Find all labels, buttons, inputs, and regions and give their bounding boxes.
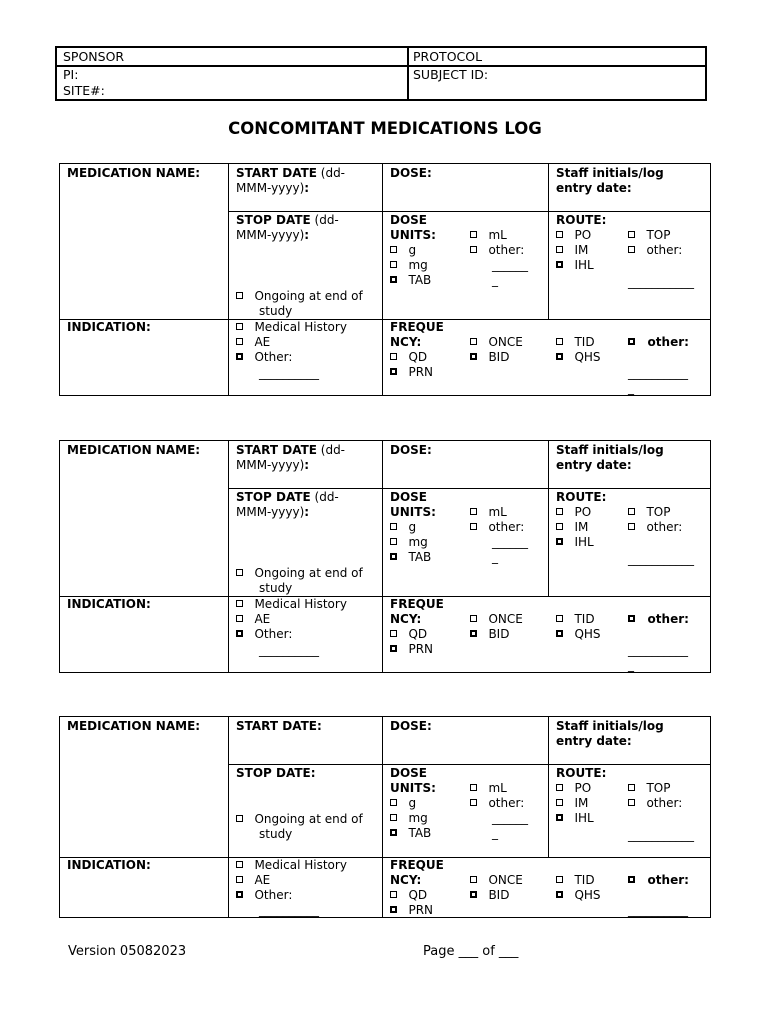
freq-tid-option[interactable] [556, 873, 595, 888]
start-date-label-bold: START DATE [236, 443, 317, 457]
start-date-label-bold: START DATE [236, 166, 317, 180]
checkbox-icon[interactable] [390, 645, 397, 652]
indication-other-option[interactable] [236, 350, 292, 365]
grid-line [60, 596, 710, 597]
checkbox-icon[interactable] [390, 891, 397, 898]
checkbox-icon[interactable] [470, 630, 477, 637]
freq-qhs-option[interactable] [556, 888, 601, 903]
subject-id-field[interactable]: SUBJECT ID: [413, 67, 489, 82]
checkbox-icon[interactable] [470, 353, 477, 360]
route-po-label: PO [574, 781, 592, 795]
grid-line [382, 441, 383, 672]
freq-qhs-option[interactable] [556, 627, 601, 642]
freq-qhs-option[interactable] [556, 350, 601, 365]
freq-other-label: other: [647, 612, 689, 626]
ongoing-label-2: study [259, 827, 293, 841]
indication-mh-option[interactable] [236, 597, 347, 612]
stop-date-format [236, 505, 309, 520]
freq-qd-option[interactable] [390, 888, 427, 903]
freq-qd-label: QD [408, 350, 428, 364]
grid-line [228, 764, 710, 765]
route-other-blank[interactable]: ___________ [628, 552, 694, 566]
route-ihl-label: IHL [574, 535, 594, 549]
grid-line [548, 717, 549, 857]
checkbox-icon[interactable] [628, 876, 635, 883]
route-other-blank[interactable]: ___________ [628, 275, 694, 289]
unit-other-blank-2: _ [492, 550, 498, 564]
checkbox-icon[interactable] [236, 861, 243, 868]
freq-prn-label: PRN [408, 903, 434, 917]
start-date-label-rest: (dd- [316, 166, 346, 180]
ongoing-option[interactable] [236, 812, 363, 827]
indication-label: INDICATION: [67, 597, 151, 611]
indication-other-label: Other: [254, 627, 293, 641]
checkbox-icon[interactable] [556, 338, 563, 345]
route-top-option[interactable] [628, 781, 670, 796]
freq-other-blank[interactable]: __________ [628, 366, 688, 380]
checkbox-icon[interactable] [628, 508, 635, 515]
version-label: Version 05082023 [68, 944, 187, 959]
freq-bid-label: BID [488, 627, 510, 641]
route-po-label: PO [574, 505, 592, 519]
freq-once-label: ONCE [488, 873, 523, 887]
indication-mh-option[interactable] [236, 858, 347, 873]
checkbox-icon[interactable] [556, 353, 563, 360]
freq-other-blank[interactable]: __________ [628, 643, 688, 657]
checkbox-icon[interactable] [390, 538, 397, 545]
stop-date-label-rest: (dd- [310, 213, 339, 227]
indication-mh-label: Medical History [254, 597, 347, 611]
freq-once-option[interactable] [470, 335, 523, 350]
checkbox-icon[interactable] [470, 508, 477, 515]
indication-other-label: Other: [254, 888, 293, 902]
indication-ae-option[interactable] [236, 335, 270, 350]
start-date-format [236, 458, 309, 473]
stop-date-label [236, 213, 339, 228]
checkbox-icon[interactable] [390, 553, 397, 560]
checkbox-icon[interactable] [628, 231, 635, 238]
grid-line [382, 717, 383, 917]
checkbox-icon[interactable] [390, 523, 397, 530]
checkbox-icon[interactable] [390, 276, 397, 283]
route-po-option[interactable] [556, 228, 591, 243]
freq-other-option[interactable] [628, 873, 689, 888]
route-im-label: IM [574, 796, 589, 810]
indication-ae-option[interactable] [236, 612, 270, 627]
unit-mg-option[interactable] [390, 811, 428, 826]
checkbox-icon[interactable] [556, 615, 563, 622]
start-date-label [236, 166, 345, 181]
medication-block-1 [59, 163, 711, 396]
checkbox-icon[interactable] [628, 246, 635, 253]
sponsor-field[interactable]: SPONSOR [63, 49, 125, 64]
route-ihl-option[interactable] [556, 258, 594, 273]
start-date-format-text: MMM-yyyy) [236, 181, 305, 195]
grid-line [228, 211, 710, 212]
staff-initials-label: Staff initials/log [556, 443, 664, 457]
route-ihl-option[interactable] [556, 535, 594, 550]
protocol-field[interactable]: PROTOCOL [413, 49, 483, 64]
freq-prn-option[interactable] [390, 642, 433, 657]
route-po-option[interactable] [556, 505, 591, 520]
indication-other-blank[interactable]: __________ [259, 643, 319, 657]
freq-qhs-label: QHS [574, 350, 601, 364]
checkbox-icon[interactable] [556, 231, 563, 238]
freq-once-label: ONCE [488, 335, 523, 349]
checkbox-icon[interactable] [556, 538, 563, 545]
start-date-label-rest: (dd- [316, 443, 346, 457]
freq-tid-label: TID [574, 612, 595, 626]
route-im-label: IM [574, 520, 589, 534]
checkbox-icon[interactable] [390, 630, 397, 637]
route-other-blank[interactable]: ___________ [628, 828, 694, 842]
checkbox-icon[interactable] [236, 815, 243, 822]
ongoing-label-2: study [259, 581, 293, 595]
checkbox-icon[interactable] [556, 799, 563, 806]
unit-tab-label: TAB [408, 826, 432, 840]
unit-ml-option[interactable] [470, 505, 507, 520]
route-top-option[interactable] [628, 228, 670, 243]
freq-qd-option[interactable] [390, 350, 427, 365]
indication-mh-option[interactable] [236, 320, 347, 335]
grid-line [382, 164, 383, 395]
freq-bid-label: BID [488, 888, 510, 902]
unit-ml-option[interactable] [470, 781, 507, 796]
freq-tid-label: TID [574, 873, 595, 887]
checkbox-icon[interactable] [390, 261, 397, 268]
frequency-label: FREQUE [390, 858, 444, 872]
stop-date-label-rest: (dd- [310, 490, 339, 504]
unit-mg-option[interactable] [390, 535, 428, 550]
ongoing-option[interactable] [236, 289, 363, 304]
medication-name-label: MEDICATION NAME: [67, 166, 201, 180]
ongoing-label: Ongoing at end of [254, 812, 363, 826]
route-top-label: TOP [646, 781, 671, 795]
unit-mg-label: mg [408, 811, 428, 825]
entry-date-label: entry date: [556, 734, 632, 748]
dose-label: DOSE: [390, 719, 432, 733]
route-im-label: IM [574, 243, 589, 257]
unit-tab-option[interactable] [390, 826, 431, 841]
unit-mg-label: mg [408, 258, 428, 272]
unit-tab-label: TAB [408, 273, 432, 287]
freq-prn-label: PRN [408, 642, 434, 656]
route-other-option[interactable] [628, 796, 682, 811]
stop-date-label-bold: STOP DATE [236, 490, 311, 504]
freq-other-blank-2: _ [628, 658, 634, 672]
grid-line [228, 488, 710, 489]
checkbox-icon[interactable] [390, 829, 397, 836]
freq-other-option[interactable] [628, 612, 689, 627]
freq-once-label: ONCE [488, 612, 523, 626]
checkbox-icon[interactable] [556, 523, 563, 530]
start-date-format-text: MMM-yyyy) [236, 458, 305, 472]
freq-tid-option[interactable] [556, 612, 595, 627]
route-label: ROUTE: [556, 766, 607, 780]
checkbox-icon[interactable] [556, 784, 563, 791]
stop-date-colon: : [304, 505, 310, 519]
dose-units-label: DOSE [390, 766, 428, 780]
indication-other-blank[interactable]: __________ [259, 903, 319, 917]
header-divider [407, 48, 409, 99]
stop-date-colon: : [304, 228, 310, 242]
unit-other-option[interactable] [470, 520, 524, 535]
stop-date-format-text: MMM-yyyy) [236, 228, 305, 242]
stop-date-format-text: MMM-yyyy) [236, 505, 305, 519]
dose-label: DOSE: [390, 166, 432, 180]
unit-g-label: g [408, 796, 417, 810]
unit-ml-label: mL [488, 505, 507, 519]
unit-other-blank-2: _ [492, 826, 498, 840]
checkbox-icon[interactable] [628, 338, 635, 345]
frequency-label-2: NCY: [390, 612, 422, 626]
unit-g-option[interactable] [390, 520, 416, 535]
page-number: Page ___ of ___ [423, 944, 519, 959]
route-top-option[interactable] [628, 505, 670, 520]
checkbox-icon[interactable] [390, 368, 397, 375]
checkbox-icon[interactable] [470, 338, 477, 345]
route-other-label: other: [646, 520, 683, 534]
medication-name-label: MEDICATION NAME: [67, 443, 201, 457]
checkbox-icon[interactable] [236, 323, 243, 330]
stop-date-label-bold: STOP DATE [236, 213, 311, 227]
unit-other-blank[interactable]: ______ [492, 258, 528, 272]
freq-once-option[interactable] [470, 873, 523, 888]
frequency-label: FREQUE [390, 597, 444, 611]
unit-g-option[interactable] [390, 796, 416, 811]
start-date-format [236, 181, 309, 196]
unit-other-option[interactable] [470, 243, 524, 258]
ongoing-label: Ongoing at end of [254, 566, 363, 580]
checkbox-icon[interactable] [556, 261, 563, 268]
grid-line [548, 164, 549, 319]
unit-other-label: other: [488, 796, 525, 810]
freq-bid-option[interactable] [470, 350, 509, 365]
freq-other-option[interactable] [628, 335, 689, 350]
route-other-option[interactable] [628, 243, 682, 258]
start-date-colon: : [304, 181, 310, 195]
frequency-label-2: NCY: [390, 873, 422, 887]
freq-qhs-label: QHS [574, 888, 601, 902]
freq-other-label: other: [647, 335, 689, 349]
checkbox-icon[interactable] [470, 615, 477, 622]
indication-ae-label: AE [254, 873, 271, 887]
route-ihl-label: IHL [574, 258, 594, 272]
checkbox-icon[interactable] [470, 784, 477, 791]
indication-label: INDICATION: [67, 858, 151, 872]
unit-tab-option[interactable] [390, 273, 431, 288]
unit-g-label: g [408, 520, 417, 534]
dose-units-label-2: UNITS: [390, 505, 436, 519]
medication-block-3 [59, 716, 711, 918]
dose-units-label-2: UNITS: [390, 228, 436, 242]
checkbox-icon[interactable] [556, 891, 563, 898]
checkbox-icon[interactable] [236, 353, 243, 360]
indication-other-option[interactable] [236, 627, 292, 642]
start-date-label [236, 443, 345, 458]
route-im-option[interactable] [556, 520, 588, 535]
ongoing-option[interactable] [236, 566, 363, 581]
unit-ml-label: mL [488, 781, 507, 795]
route-po-option[interactable] [556, 781, 591, 796]
ongoing-label-2: study [259, 304, 293, 318]
route-other-label: other: [646, 243, 683, 257]
grid-line [548, 441, 549, 596]
route-po-label: PO [574, 228, 592, 242]
freq-bid-option[interactable] [470, 888, 509, 903]
medication-name-label: MEDICATION NAME: [67, 719, 201, 733]
grid-line [228, 717, 229, 917]
stop-date-label: STOP DATE: [236, 766, 316, 780]
indication-other-blank[interactable]: __________ [259, 366, 319, 380]
pi-field[interactable]: PI: [63, 67, 79, 82]
page-title: CONCOMITANT MEDICATIONS LOG [228, 119, 542, 138]
checkbox-icon[interactable] [556, 246, 563, 253]
checkbox-icon[interactable] [236, 876, 243, 883]
unit-other-blank[interactable]: ______ [492, 811, 528, 825]
route-label: ROUTE: [556, 213, 607, 227]
route-ihl-option[interactable] [556, 811, 594, 826]
unit-other-option[interactable] [470, 796, 524, 811]
freq-tid-label: TID [574, 335, 595, 349]
checkbox-icon[interactable] [556, 876, 563, 883]
grid-line [228, 164, 229, 395]
frequency-label: FREQUE [390, 320, 444, 334]
checkbox-icon[interactable] [556, 814, 563, 821]
dose-units-label-2: UNITS: [390, 781, 436, 795]
stop-date-format [236, 228, 309, 243]
dose-units-label: DOSE [390, 213, 428, 227]
header-table [55, 46, 707, 101]
checkbox-icon[interactable] [556, 630, 563, 637]
checkbox-icon[interactable] [628, 799, 635, 806]
freq-other-blank-2: _ [628, 381, 634, 395]
start-date-label: START DATE: [236, 719, 322, 733]
route-ihl-label: IHL [574, 811, 594, 825]
unit-other-blank[interactable]: ______ [492, 535, 528, 549]
checkbox-icon[interactable] [390, 906, 397, 913]
indication-other-option[interactable] [236, 888, 292, 903]
unit-other-blank-2: _ [492, 273, 498, 287]
checkbox-icon[interactable] [470, 523, 477, 530]
site-field[interactable]: SITE#: [63, 83, 105, 98]
freq-qd-label: QD [408, 627, 428, 641]
unit-mg-option[interactable] [390, 258, 428, 273]
unit-g-option[interactable] [390, 243, 416, 258]
route-other-label: other: [646, 796, 683, 810]
route-top-label: TOP [646, 228, 671, 242]
route-im-option[interactable] [556, 796, 588, 811]
route-label: ROUTE: [556, 490, 607, 504]
checkbox-icon[interactable] [628, 784, 635, 791]
staff-initials-label: Staff initials/log [556, 719, 664, 733]
indication-ae-label: AE [254, 335, 271, 349]
freq-prn-option[interactable] [390, 903, 433, 918]
unit-g-label: g [408, 243, 417, 257]
checkbox-icon[interactable] [236, 615, 243, 622]
freq-bid-option[interactable] [470, 627, 509, 642]
checkbox-icon[interactable] [470, 799, 477, 806]
unit-tab-option[interactable] [390, 550, 431, 565]
grid-line [60, 857, 710, 858]
freq-other-blank[interactable]: __________ [628, 903, 688, 917]
freq-qhs-label: QHS [574, 627, 601, 641]
route-im-option[interactable] [556, 243, 588, 258]
indication-ae-label: AE [254, 612, 271, 626]
checkbox-icon[interactable] [470, 891, 477, 898]
freq-tid-option[interactable] [556, 335, 595, 350]
route-top-label: TOP [646, 505, 671, 519]
checkbox-icon[interactable] [628, 615, 635, 622]
unit-ml-option[interactable] [470, 228, 507, 243]
checkbox-icon[interactable] [628, 523, 635, 530]
medication-block-2 [59, 440, 711, 673]
checkbox-icon[interactable] [470, 876, 477, 883]
checkbox-icon[interactable] [236, 569, 243, 576]
checkbox-icon[interactable] [390, 799, 397, 806]
start-date-colon: : [304, 458, 310, 472]
indication-mh-label: Medical History [254, 320, 347, 334]
freq-qd-option[interactable] [390, 627, 427, 642]
grid-line [228, 441, 229, 672]
checkbox-icon[interactable] [236, 292, 243, 299]
freq-bid-label: BID [488, 350, 510, 364]
entry-date-label: entry date: [556, 458, 632, 472]
unit-ml-label: mL [488, 228, 507, 242]
checkbox-icon[interactable] [470, 231, 477, 238]
route-other-option[interactable] [628, 520, 682, 535]
entry-date-label: entry date: [556, 181, 632, 195]
staff-initials-label: Staff initials/log [556, 166, 664, 180]
stop-date-label [236, 490, 339, 505]
checkbox-icon[interactable] [556, 508, 563, 515]
unit-tab-label: TAB [408, 550, 432, 564]
unit-other-label: other: [488, 243, 525, 257]
indication-other-label: Other: [254, 350, 293, 364]
indication-mh-label: Medical History [254, 858, 347, 872]
checkbox-icon[interactable] [236, 891, 243, 898]
unit-mg-label: mg [408, 535, 428, 549]
indication-ae-option[interactable] [236, 873, 270, 888]
header-divider [57, 65, 705, 67]
freq-prn-option[interactable] [390, 365, 433, 380]
freq-prn-label: PRN [408, 365, 434, 379]
ongoing-label: Ongoing at end of [254, 289, 363, 303]
frequency-label-2: NCY: [390, 335, 422, 349]
freq-once-option[interactable] [470, 612, 523, 627]
freq-qd-label: QD [408, 888, 428, 902]
grid-line [60, 319, 710, 320]
checkbox-icon[interactable] [236, 600, 243, 607]
dose-units-label: DOSE [390, 490, 428, 504]
checkbox-icon[interactable] [236, 630, 243, 637]
dose-label: DOSE: [390, 443, 432, 457]
checkbox-icon[interactable] [236, 338, 243, 345]
checkbox-icon[interactable] [390, 353, 397, 360]
freq-other-label: other: [647, 873, 689, 887]
checkbox-icon[interactable] [390, 814, 397, 821]
checkbox-icon[interactable] [390, 246, 397, 253]
unit-other-label: other: [488, 520, 525, 534]
checkbox-icon[interactable] [470, 246, 477, 253]
indication-label: INDICATION: [67, 320, 151, 334]
